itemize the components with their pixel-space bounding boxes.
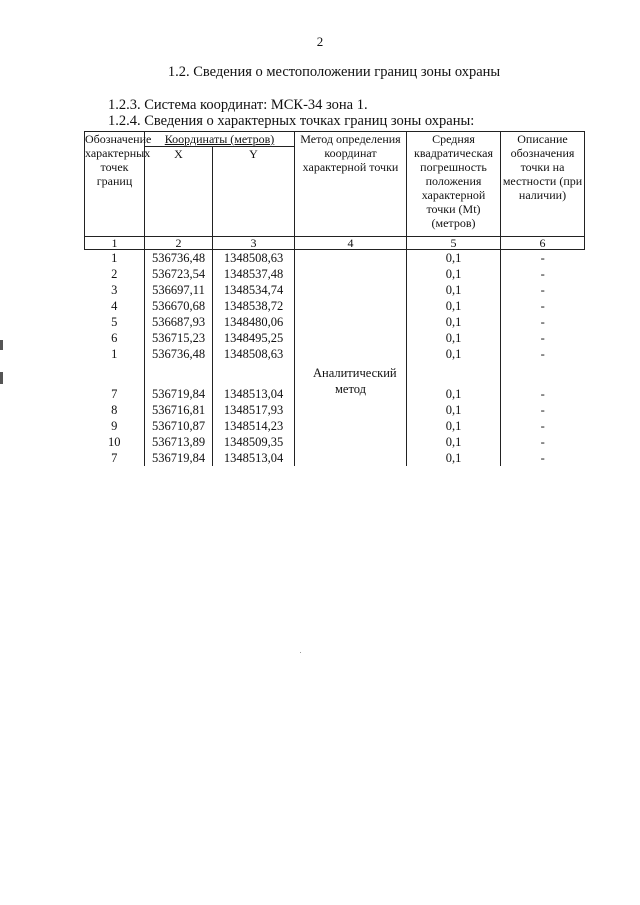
empty-cell bbox=[145, 362, 213, 386]
mean-error-cell: 0,1 bbox=[407, 402, 501, 418]
mean-error-cell: 0,1 bbox=[407, 450, 501, 466]
mean-error-cell: 0,1 bbox=[407, 266, 501, 282]
x-coordinate-cell: 536723,54 bbox=[145, 266, 213, 282]
mean-error-cell: 0,1 bbox=[407, 418, 501, 434]
column-number: 2 bbox=[145, 237, 213, 250]
mean-error-cell: 0,1 bbox=[407, 250, 501, 267]
description-cell: - bbox=[501, 418, 585, 434]
empty-cell bbox=[85, 362, 145, 386]
scan-speck bbox=[300, 652, 301, 653]
page-number: 2 bbox=[316, 34, 324, 49]
header-coordinates: Координаты (метров) bbox=[145, 132, 295, 147]
section-title: 1.2. Сведения о местоположении границ зоны охраны bbox=[167, 64, 501, 80]
y-coordinate-cell: 1348513,04 bbox=[213, 450, 295, 466]
table-row bbox=[85, 250, 585, 267]
scan-artifact bbox=[0, 372, 3, 384]
x-coordinate-cell: 536713,89 bbox=[145, 434, 213, 450]
y-coordinate-cell: 1348517,93 bbox=[213, 402, 295, 418]
empty-cell bbox=[407, 362, 501, 386]
x-coordinate-cell: 536697,11 bbox=[145, 282, 213, 298]
point-number-cell: 6 bbox=[111, 331, 118, 345]
x-coordinate-cell: 536710,87 bbox=[145, 418, 213, 434]
header-mean-error: Средняя квадратическая погрешность положения характерной точки (Mt) (метров) bbox=[407, 132, 501, 237]
x-coordinate-cell: 536716,81 bbox=[145, 402, 213, 418]
y-coordinate-cell: 1348537,48 bbox=[213, 266, 295, 282]
column-number: 4 bbox=[295, 237, 407, 250]
coordinate-system-line: 1.2.3. Система координат: МСК-34 зона 1. bbox=[108, 97, 368, 113]
method-spacer bbox=[295, 250, 406, 365]
point-number-cell: 9 bbox=[111, 419, 118, 433]
header-method: Метод определения координат характерной точки bbox=[295, 132, 407, 237]
point-number-cell: 7 bbox=[111, 387, 118, 401]
empty-cell bbox=[213, 362, 295, 386]
description-cell: - bbox=[501, 450, 585, 466]
x-coordinate-cell: 536736,48 bbox=[145, 346, 213, 362]
method-cell bbox=[295, 250, 407, 467]
y-coordinate-cell: 1348495,25 bbox=[213, 330, 295, 346]
description-cell: - bbox=[501, 330, 585, 346]
boundary-points-table bbox=[84, 131, 585, 466]
header-y: Y bbox=[213, 147, 295, 237]
column-number: 3 bbox=[213, 237, 295, 250]
x-coordinate-cell: 536719,84 bbox=[145, 386, 213, 402]
mean-error-cell: 0,1 bbox=[407, 330, 501, 346]
mean-error-cell: 0,1 bbox=[407, 386, 501, 402]
point-number-cell: 7 bbox=[111, 451, 118, 465]
point-number-cell: 10 bbox=[108, 435, 121, 449]
description-cell: - bbox=[501, 346, 585, 362]
y-coordinate-cell: 1348534,74 bbox=[213, 282, 295, 298]
description-cell: - bbox=[501, 282, 585, 298]
mean-error-cell: 0,1 bbox=[407, 434, 501, 450]
description-cell: - bbox=[501, 314, 585, 330]
y-coordinate-cell: 1348509,35 bbox=[213, 434, 295, 450]
y-coordinate-cell: 1348514,23 bbox=[213, 418, 295, 434]
x-coordinate-cell: 536670,68 bbox=[145, 298, 213, 314]
x-coordinate-cell: 536719,84 bbox=[145, 450, 213, 466]
mean-error-cell: 0,1 bbox=[407, 346, 501, 362]
description-cell: - bbox=[501, 250, 585, 267]
header-x: X bbox=[145, 147, 213, 237]
scan-artifact bbox=[0, 340, 3, 350]
point-number-cell: 3 bbox=[111, 283, 118, 297]
x-coordinate-cell: 536715,23 bbox=[145, 330, 213, 346]
x-coordinate-cell: 536736,48 bbox=[145, 250, 213, 267]
y-coordinate-cell: 1348508,63 bbox=[213, 346, 295, 362]
header-description: Описание обозначения точки на местности (при наличии) bbox=[501, 132, 585, 237]
description-cell: - bbox=[501, 402, 585, 418]
column-number: 5 bbox=[407, 237, 501, 250]
header-point-designation: Обозначение характерных точек границ bbox=[85, 132, 145, 237]
point-number-cell: 2 bbox=[111, 267, 118, 281]
x-coordinate-cell: 536687,93 bbox=[145, 314, 213, 330]
point-number-cell: 5 bbox=[111, 315, 118, 329]
y-coordinate-cell: 1348480,06 bbox=[213, 314, 295, 330]
mean-error-cell: 0,1 bbox=[407, 314, 501, 330]
y-coordinate-cell: 1348538,72 bbox=[213, 298, 295, 314]
description-cell: - bbox=[501, 434, 585, 450]
y-coordinate-cell: 1348513,04 bbox=[213, 386, 295, 402]
column-number: 1 bbox=[85, 237, 145, 250]
point-number-cell: 1 bbox=[111, 347, 118, 361]
mean-error-cell: 0,1 bbox=[407, 298, 501, 314]
points-heading-line: 1.2.4. Сведения о характерных точках границ зоны охраны: bbox=[108, 113, 475, 129]
point-number-cell: 8 bbox=[111, 403, 118, 417]
empty-cell bbox=[501, 362, 585, 386]
method-text: Аналитический метод bbox=[313, 366, 397, 396]
mean-error-cell: 0,1 bbox=[407, 282, 501, 298]
description-cell: - bbox=[501, 386, 585, 402]
column-number: 6 bbox=[501, 237, 585, 250]
point-number-cell: 4 bbox=[111, 299, 118, 313]
point-number-cell: 1 bbox=[111, 251, 118, 265]
y-coordinate-cell: 1348508,63 bbox=[213, 250, 295, 267]
description-cell: - bbox=[501, 298, 585, 314]
description-cell: - bbox=[501, 266, 585, 282]
